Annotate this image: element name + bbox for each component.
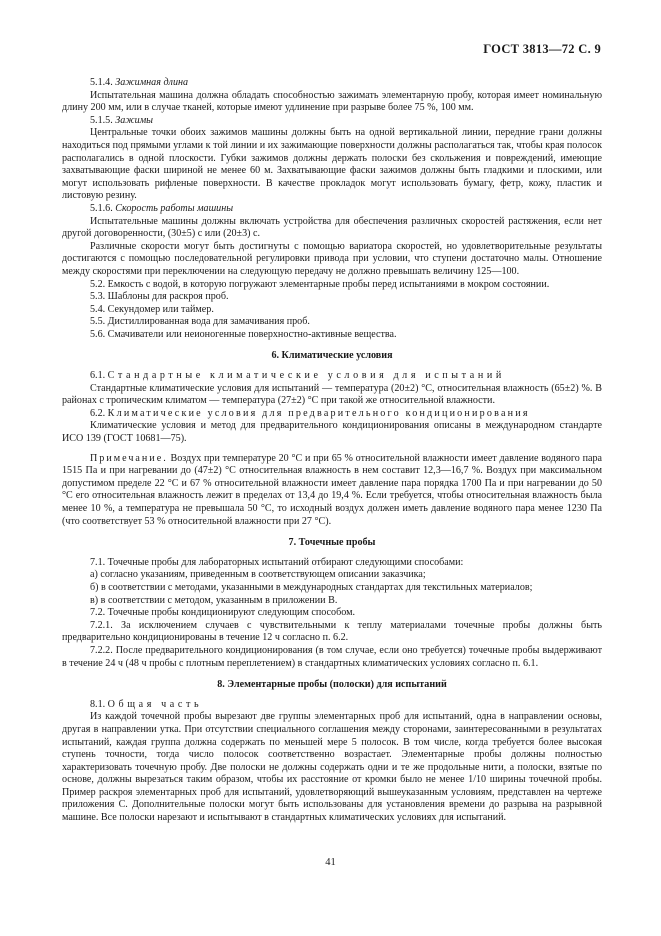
list-item: в) в соответствии с методом, указанным в приложении В. xyxy=(90,594,338,606)
paragraph: 7.2. Точечные пробы кондиционируют следующим способом. xyxy=(90,607,355,619)
paragraph: Из каждой точечной пробы вырезают две группы элементарных проб для испытаний, одна в направлении основы, другая в направлении утка. При отсутствии специального соглашения между сторонами, заинтересованными в результатах испытаний, каждая группа должна содержать по меньшей мере 5 полосок. В том числе, когда требуется более высокая ступень точности, тогда число полосок соответственно возрастает. Элементарные пробы должны полностью характеризовать точечную пробу. Две полоски не должны содержать одни и те же продольные нити, а полоски, взятые по основе, должны вырезаться таким образом, чтобы их расстояние от кромки было не менее 1/10 ширины точечной пробы. Пример раскроя элементарных проб для испытаний, удовлетворяющий вышеуказанным условиям, представлен на чертеже приложения С. Дополнительные полоски могут быть использованы для установления времени до разрыва на разрывной машине. Все полоски нарезают и испытывают в стандартных климатических условиях для испытаний. xyxy=(62,711,602,824)
subsection-title: Общая часть xyxy=(107,698,203,710)
list-item: б) в соответствии с методами, указанными в международных стандартах для текстильных материалов; xyxy=(90,581,533,593)
subsection-number: 6.1. xyxy=(90,370,106,382)
paragraph: Климатические условия и метод для предварительного кондиционирования описаны в международном стандарте ИСО 139 (ГОСТ 10681—75). xyxy=(62,420,602,445)
subsection-5-1-5 xyxy=(62,115,602,128)
paragraph: 5.3. Шаблоны для раскроя проб. xyxy=(90,291,229,303)
subsection-8-1 xyxy=(62,699,602,712)
subsection-5-1-4 xyxy=(62,77,602,90)
paragraph: 5.6. Смачиватели или неионогенные поверхностно-активные вещества. xyxy=(90,328,397,340)
paragraph: Различные скорости могут быть достигнуты с помощью вариатора скоростей, но удовлетворительные результаты достигаются с помощью последовательной регулировки привода при условии, что ступени достаточно малы. Отношение между скоростями при переключении на следующую передачу не должно превышать величину 125—100. xyxy=(62,240,602,277)
paragraph: Центральные точки обоих зажимов машины должны быть на одной вертикальной линии, передние грани должны находиться под прямыми углами к той линии и их зажимающие поверхности должны располагаться так, чтобы края полосок располагались в одной плоскости. Губки зажимов должны держать полоски без скольжения и повреждений, имеющие захватывающие фаски шириной не менее 60 м. Захватывающие фаски зажимов должны быть гладкими и плоскими, или могут использовать рифленые поверхности. В качестве прокладок могут использовать бумагу, фетр, кожу, пластик и листовую резину. xyxy=(62,127,602,202)
note xyxy=(62,453,602,529)
subsection-title: Климатические условия для предварительного кондиционирования xyxy=(107,407,530,419)
paragraph: 5.5. Дистиллированная вода для замачивания проб. xyxy=(90,316,310,328)
paragraph: 7.1. Точечные пробы для лабораторных испытаний отбирают следующими способами: xyxy=(90,556,464,568)
section-heading-7: 7. Точечные пробы xyxy=(288,537,376,549)
section-heading-6: 6. Климатические условия xyxy=(271,350,393,362)
subsection-title: Скорость работы машины xyxy=(115,202,234,214)
subsection-title: Зажимная длина xyxy=(115,77,189,88)
subsection-6-2 xyxy=(62,408,602,421)
subsection-title: Зажимы xyxy=(115,114,154,126)
subsection-number: 5.1.6. xyxy=(90,202,113,214)
paragraph: Испытательная машина должна обладать способностью зажимать элементарную пробу, которая имеет номинальную длину 200 мм, или в случае тканей, которые имеют удлинение при разрыве более 75 %, 100 мм. xyxy=(62,89,602,114)
paragraph: 5.4. Секундомер или таймер. xyxy=(90,303,214,315)
subsection-number: 5.1.4. xyxy=(90,77,113,88)
page-number: 41 xyxy=(325,857,336,868)
list-item: а) согласно указаниям, приведенным в соответствующем описании заказчика; xyxy=(90,569,426,581)
subsection-5-1-6 xyxy=(62,203,602,216)
section-heading-8: 8. Элементарные пробы (полоски) для испытаний xyxy=(217,679,447,691)
paragraph: 7.2.1. За исключением случаев с чувствительными к теплу материалами точечные пробы должны быть предварительно кондиционированы в течение 12 ч согласно п. 6.2. xyxy=(62,619,602,644)
paragraph: 5.2. Емкость с водой, в которую погружают элементарные пробы перед испытаниями в мокром состоянии. xyxy=(90,278,550,290)
paragraph: 7.2.2. После предварительного кондиционирования (в том случае, если оно требуется) точечные пробы выдерживают в течение 24 ч (48 ч пробы с плотным переплетением) в стандартных климатических условиях согласно п. 6.1. xyxy=(62,644,602,669)
paragraph: Испытательные машины должны включать устройства для обеспечения различных скоростей растяжения, если нет другой договоренности, (30±5) с или (20±3) с. xyxy=(62,215,602,240)
page-header: ГОСТ 3813—72 С. 9 xyxy=(483,42,601,56)
subsection-number: 6.2. xyxy=(90,407,106,419)
subsection-title: Стандартные климатические условия для испытаний xyxy=(107,370,505,382)
subsection-number: 8.1. xyxy=(90,698,106,710)
note-label: Примечание. xyxy=(90,452,168,464)
subsection-6-1 xyxy=(62,370,602,383)
subsection-number: 5.1.5. xyxy=(90,114,113,126)
page-content xyxy=(62,77,602,825)
note-text: Воздух при температуре 20 °С и при 65 % относительной влажности имеет давление водяного пара 1515 Па и при нагревании до (47±2) °С относительная влажность в нем составит 12,3—16,7 %. Воздух при максимальном допустимом пределе 22 °С и 67 % относительной влажности имеет давление пара порядка 1700 Па и при нагревании до 50 °С его относительная влажность лежит в пределах от 13,4 до 19,4 %. Если требуется, чтобы относительная влажность была менее 10 %, а температура не превышала 50 °С, то исходный воздух должен иметь давление водяного пара менее 1230 Па (что соответствует 53 % относительной влажности при 27 °С). xyxy=(62,452,602,527)
paragraph: Стандартные климатические условия для испытаний — температура (20±2) °С, относительная влажность (65±2) %. В районах с тропическим климатом — температура (27±2) °С при такой же относительной влажности. xyxy=(62,382,602,407)
